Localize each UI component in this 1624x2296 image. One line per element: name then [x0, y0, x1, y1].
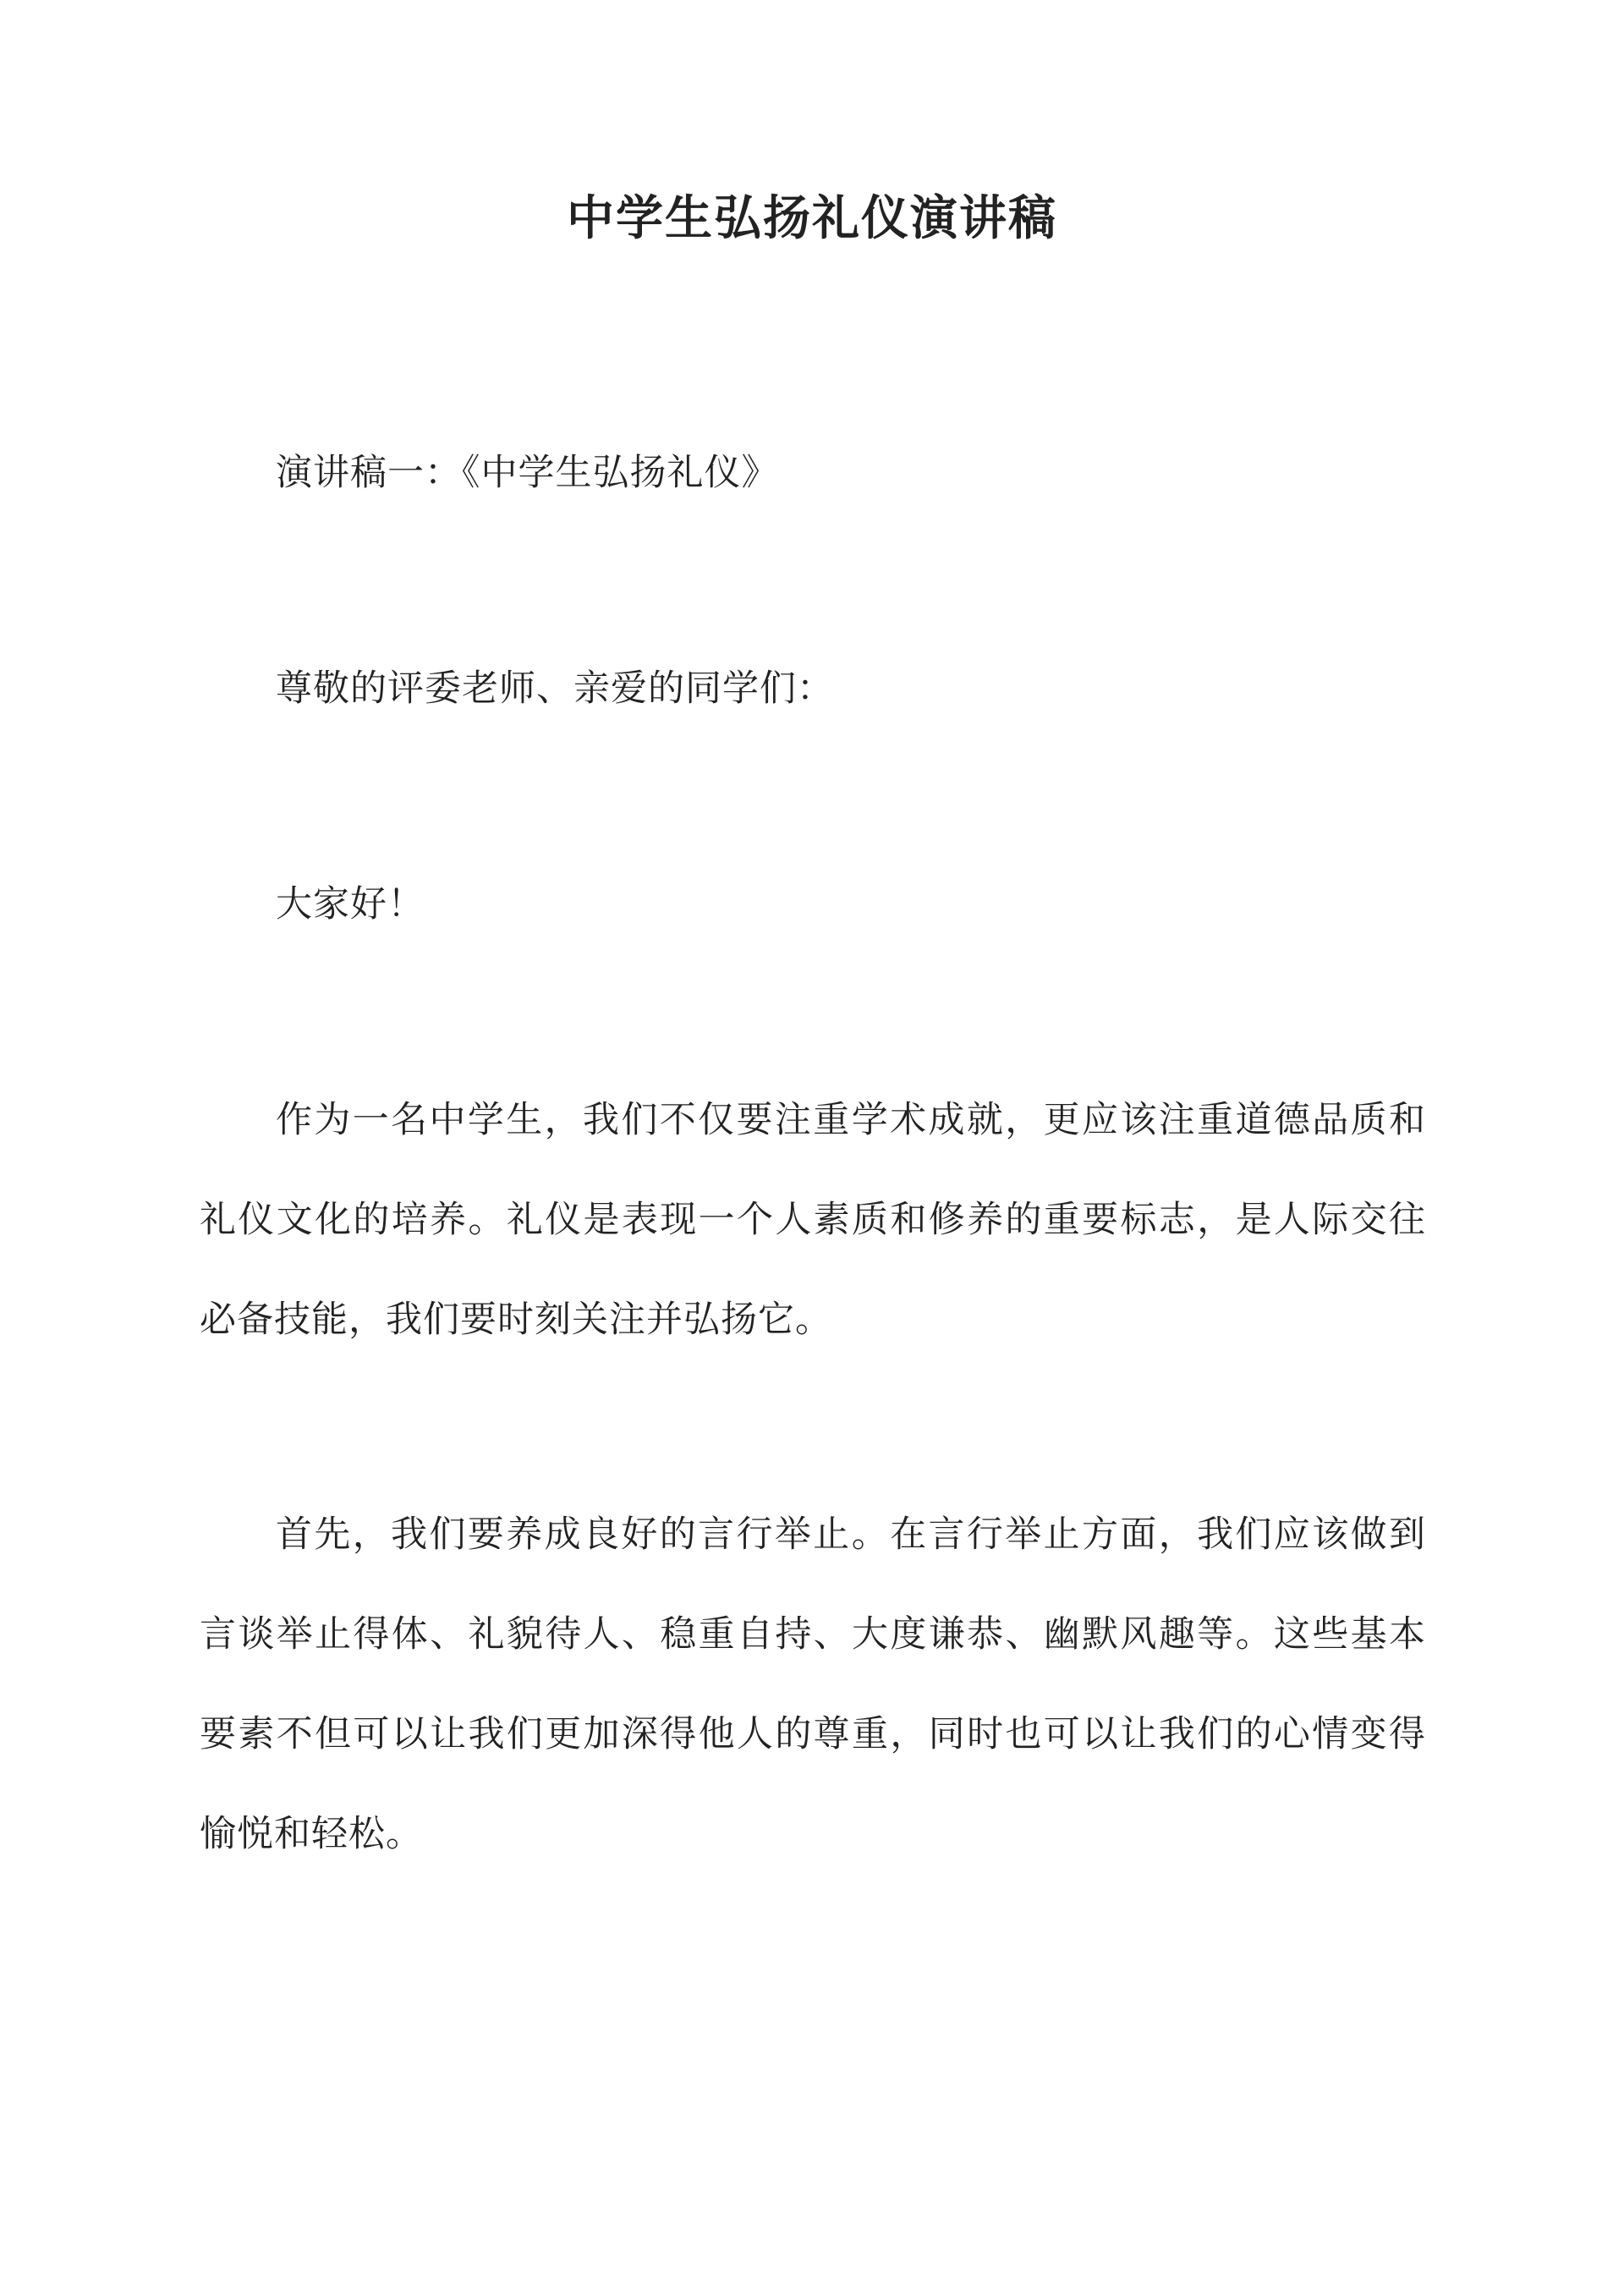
document-title: 中学生弘扬礼仪演讲稿 — [567, 190, 1057, 246]
speech-heading: 演讲稿一：《中学生弘扬礼仪》 — [276, 452, 779, 494]
greeting: 大家好！ — [276, 883, 425, 926]
body-paragraph: 首先，我们要养成良好的言行举止。在言行举止方面，我们应该做到言谈举止得体、礼貌待人、稳重自持、大度谦恭、幽默风趣等。这些基本要素不但可以让我们更加深得他人的尊重，同时也可以让我们的心情变得愉悦和轻松。 — [200, 1513, 1426, 1855]
body-paragraph: 作为一名中学生，我们不仅要注重学术成就，更应该注重道德品质和礼仪文化的培养。礼仪是表现一个人素质和修养的重要标志，是人际交往必备技能，我们要时刻关注并弘扬它。 — [200, 1099, 1426, 1341]
salutation: 尊敬的评委老师、亲爱的同学们： — [276, 667, 834, 710]
